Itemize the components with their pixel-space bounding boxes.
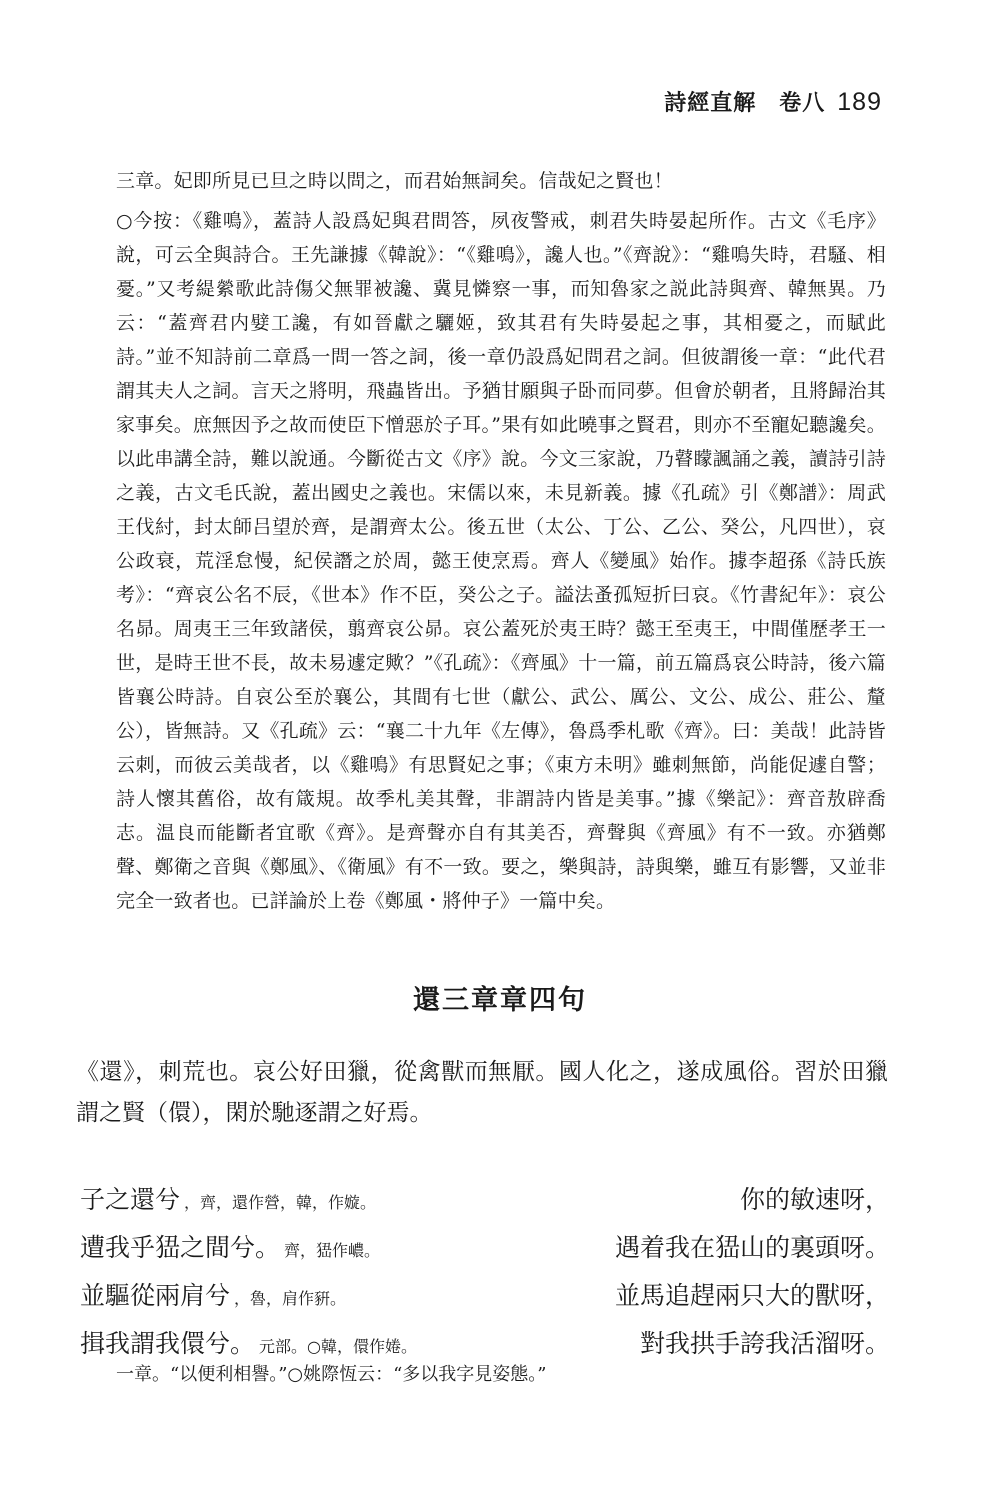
book-title: 詩經直解 卷八 [664,90,826,116]
commentary-main-text: ○今按：《雞鳴》，蓋詩人設爲妃與君問答，夙夜警戒，刺君失時晏起所作。古文《毛序》說，可云全與詩合。王先謙據《韓說》：“《雞鳴》，讒人也。”《齊說》：“雞鳴失時，君騷、相憂。”又考緹縈歌此詩傷父無罪被讒、冀見憐察一事，而知魯家之説此詩與齊、韓無異。乃云：“蓋齊君内嬖工讒，有如晉獻之驪姬，致其君有失時晏起之事，其相憂之，而賦此詩。”並不知詩前二章爲一問一答之詞，後一章仍設爲妃問君之詞。但彼謂後一章：“此代君謂其夫人之詞。言天之將明，飛蟲皆出。予猶甘願與子卧而同夢。但會於朝者，且將歸治其家事矣。庶無因予之故而使臣下憎惡於子耳。”果有如此曉事之賢君，則亦不至寵妃聽讒矣。以此串講全詩，難以說通。今斷從古文《序》說。今文三家說，乃瞽矇諷誦之義，讀詩引詩之義，古文毛氏說，蓋出國史之義也。宋儒以來，未見新義。據《孔疏》引《鄭譜》：周武王伐紂，封太師吕望於齊，是謂齊太公。後五世（太公、丁公、乙公、癸公，凡四世），哀公政衰，荒淫怠慢，紀侯譖之於周，懿王使烹焉。齊人《變風》始作。據李超孫《詩氏族考》：“齊哀公名不辰，《世本》作不臣，癸公之子。謚法蚤孤短折曰哀。《竹書紀年》：哀公名昴。周夷王三年致諸侯，翦齊哀公昴。哀公蓋死於夷王時？懿王至夷王，中間僅歷孝王一世，是時王世不長，故未易遽定歟？”《孔疏》：《齊風》十一篇，前五篇爲哀公時詩，後六篇皆襄公時詩。自哀公至於襄公，其間有七世（獻公、武公、厲公、文公、成公、莊公、釐公），皆無詩。又《孔疏》云：“襄二十九年《左傳》，魯爲季札歌《齊》。曰：美哉！此詩皆云刺，而彼云美哉者，以《雞鳴》有思賢妃之事；《東方未明》雖刺無節，尚能促遽自警；詩人懷其舊俗，故有箴規。故季札美其聲，非謂詩内皆是美事。”據《樂記》：齊音敖辟喬志。温良而能斷者宜歌《齊》。是齊聲亦自有其美否，齊聲與《齊風》有不一致。亦猶鄭聲、鄭衛之音與《鄭風》、《衛風》有不一致。要之，樂與詩，詩與樂，雖互有影響，又並非完全一致者也。已詳論於上卷《鄭風・將仲子》一篇中矣。 [116,210,886,912]
variant-note: ，魯，肩作豣。 [234,1289,347,1308]
poem-line [80,1224,890,1272]
variant-note: 元部。○韓，儇作婘。 [259,1337,417,1356]
poem-line [80,1272,890,1320]
variant-note: ，齊，還作營，韓，作嫙。 [184,1193,377,1212]
poem-translation-line: 對我拱手誇我活溜呀。 [639,1329,890,1358]
poem-line [80,1176,890,1224]
preface [76,1052,888,1134]
poem-translation-line: 你的敏速呀， [739,1185,890,1214]
original-text: 揖我謂我儇兮。 [80,1329,256,1358]
stanza-note: 一章。“以便利相譽。”○姚際恆云：“多以我字見姿態。” [116,1364,547,1385]
poem-original-line [80,1176,376,1227]
poem-translation-line: 並馬追趕兩只大的獸呀， [614,1281,890,1310]
commentary-intro [116,164,886,198]
poem-translation-line: 遇着我在峱山的裏頭呀。 [614,1233,890,1262]
poem-original-line [80,1272,346,1323]
original-text: 子之還兮 [80,1185,181,1214]
original-text: 遭我乎峱之間兮。 [80,1233,281,1262]
commentary-intro-text: 三章。妃即所見已旦之時以問之，而君始無詞矣。信哉妃之賢也！ [116,170,673,192]
preface-text: 《還》，刺荒也。哀公好田獵，從禽獸而無厭。國人化之，遂成風俗。習於田獵謂之賢（儇），閑於馳逐謂之好焉。 [76,1059,888,1126]
poem [80,1176,890,1368]
commentary-main [116,204,886,918]
poem-original-line [80,1224,380,1275]
running-header [664,86,882,117]
page-number: 189 [837,88,882,116]
original-text: 並驅從兩肩兮 [80,1281,231,1310]
variant-note: 齊，峱作嶩。 [284,1241,381,1260]
section-title: 還三章章四句 [413,985,587,1016]
